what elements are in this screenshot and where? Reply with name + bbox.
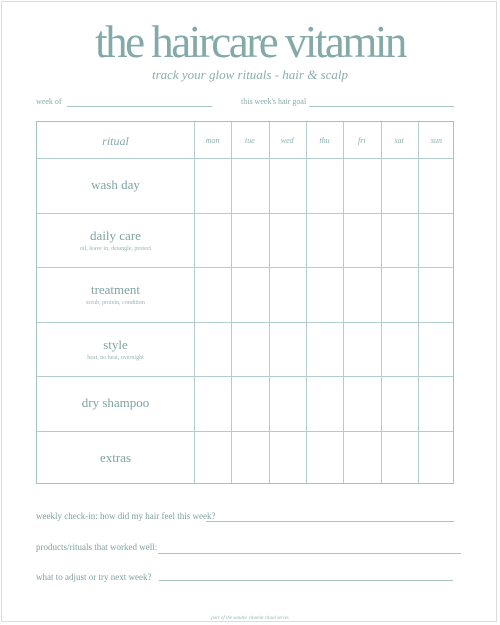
tracker-cell[interactable] — [381, 267, 418, 322]
tracker-cell[interactable] — [418, 267, 455, 322]
tracker-cell[interactable] — [269, 213, 306, 268]
day-header-sat: sat — [394, 136, 404, 145]
ritual-description: heat, no heat, overnight — [87, 354, 144, 361]
tracker-cell[interactable] — [194, 213, 231, 268]
tracker-cell[interactable] — [343, 322, 380, 377]
products-worked-question: products/rituals that worked well: — [36, 542, 158, 552]
tracker-cell[interactable] — [418, 376, 455, 431]
tracker-cell[interactable] — [269, 322, 306, 377]
tracker-cell[interactable] — [306, 158, 343, 213]
ritual-row-label — [37, 376, 194, 431]
ritual-name: extras — [99, 449, 132, 465]
page-subtitle: track your glow rituals - hair & scalp — [151, 67, 349, 82]
tracker-cell[interactable] — [343, 376, 380, 431]
ritual-column-header: ritual — [102, 134, 129, 148]
ritual-name: daily care — [90, 227, 141, 243]
ritual-row-label — [37, 213, 194, 268]
tracker-cell[interactable] — [306, 267, 343, 322]
tracker-cell[interactable] — [194, 376, 231, 431]
ritual-name: style — [103, 336, 128, 352]
tracker-cell[interactable] — [231, 158, 268, 213]
tracker-cell[interactable] — [306, 322, 343, 377]
tracker-cell[interactable] — [306, 376, 343, 431]
tracker-cell[interactable] — [231, 267, 268, 322]
ritual-name: treatment — [90, 282, 141, 298]
ritual-tracker-grid — [36, 121, 454, 484]
hair-goal-line[interactable] — [309, 106, 454, 107]
tracker-cell[interactable] — [269, 376, 306, 431]
week-of-line[interactable] — [67, 106, 212, 107]
tracker-cell[interactable] — [194, 431, 231, 486]
tracker-cell[interactable] — [381, 322, 418, 377]
tracker-cell[interactable] — [269, 267, 306, 322]
tracker-cell[interactable] — [381, 376, 418, 431]
weekly-check-in-line[interactable] — [206, 521, 454, 522]
week-of-label: week of — [36, 97, 62, 106]
tracker-cell[interactable] — [381, 431, 418, 486]
tracker-cell[interactable] — [194, 267, 231, 322]
tracker-cell[interactable] — [194, 158, 231, 213]
page-footer: part of the sundee vitamin ritual series — [211, 616, 289, 621]
tracker-cell[interactable] — [194, 322, 231, 377]
weekly-check-in-question: weekly check-in: how did my hair feel this week? — [36, 511, 216, 521]
tracker-cell[interactable] — [343, 158, 380, 213]
ritual-row-label — [37, 158, 194, 213]
day-header-tue: tue — [245, 136, 255, 145]
tracker-cell[interactable] — [306, 213, 343, 268]
day-header-wed: wed — [280, 136, 294, 145]
tracker-cell[interactable] — [269, 158, 306, 213]
tracker-cell[interactable] — [418, 431, 455, 486]
tracker-cell[interactable] — [381, 213, 418, 268]
tracker-cell[interactable] — [343, 267, 380, 322]
day-header-fri: fri — [358, 136, 366, 145]
page-title: the haircare vitamin — [95, 17, 405, 67]
ritual-description: oil, leave in, detangle, protect — [79, 245, 152, 252]
day-header-thu: thu — [319, 136, 330, 145]
hair-goal-label: this week's hair goal — [241, 97, 307, 106]
adjust-next-week-question: what to adjust or try next week? — [36, 572, 152, 582]
tracker-cell[interactable] — [343, 213, 380, 268]
tracker-cell[interactable] — [418, 322, 455, 377]
tracker-cell[interactable] — [269, 431, 306, 486]
tracker-cell[interactable] — [231, 376, 268, 431]
tracker-cell[interactable] — [231, 213, 268, 268]
ritual-description: scrub, protein, condition — [86, 300, 145, 307]
ritual-row-label — [37, 431, 194, 486]
tracker-cell[interactable] — [231, 431, 268, 486]
tracker-cell[interactable] — [343, 431, 380, 486]
ritual-name: wash day — [91, 177, 140, 193]
tracker-cell[interactable] — [231, 322, 268, 377]
tracker-cell[interactable] — [418, 158, 455, 213]
ritual-row-label — [37, 322, 194, 377]
day-header-mon: mon — [205, 136, 220, 145]
tracker-cell[interactable] — [306, 431, 343, 486]
day-header-sun: sun — [430, 136, 442, 145]
ritual-name: dry shampoo — [81, 395, 150, 411]
ritual-row-label — [37, 267, 194, 322]
adjust-next-week-line[interactable] — [159, 580, 453, 581]
products-worked-line[interactable] — [158, 553, 461, 554]
tracker-cell[interactable] — [418, 213, 455, 268]
tracker-cell[interactable] — [381, 158, 418, 213]
